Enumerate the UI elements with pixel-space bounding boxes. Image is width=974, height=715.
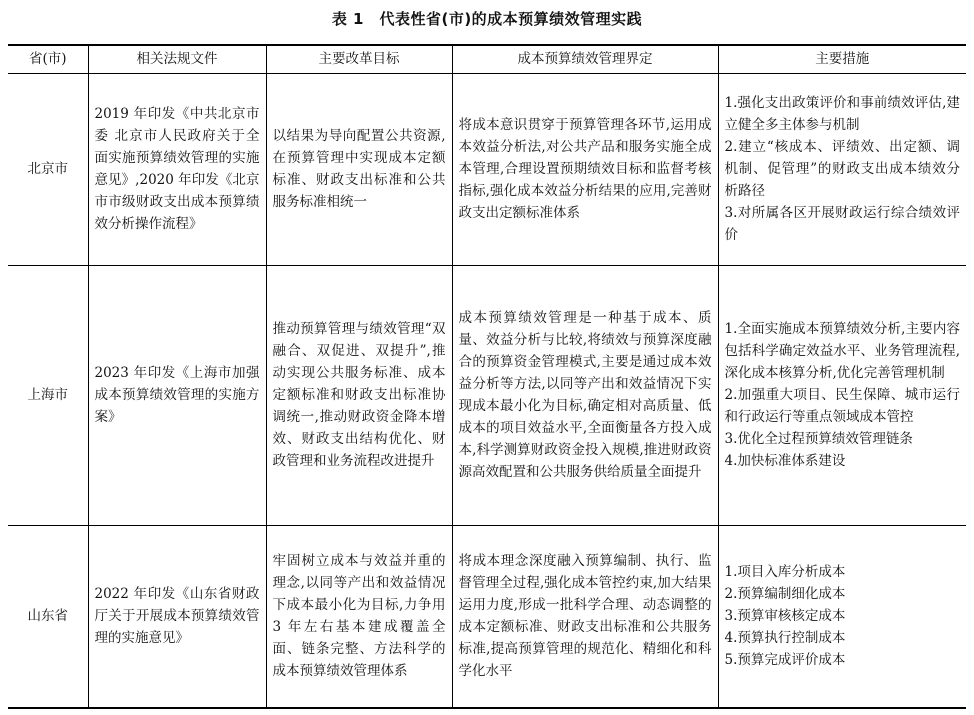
practice-table bbox=[8, 44, 966, 709]
cell-goals: 以结果为导向配置公共资源,在预算管理中实现成本定额标准、财政支出标准和公共服务标准相统一 bbox=[266, 73, 452, 265]
cell-documents: 2022 年印发《山东省财政厅关于开展成本预算绩效管理的实施意见》 bbox=[88, 525, 266, 708]
measure-item: 2.预算编制细化成本 bbox=[724, 586, 846, 603]
table-row-shandong bbox=[8, 525, 966, 708]
cell-province: 北京市 bbox=[8, 73, 88, 265]
cell-measures bbox=[718, 265, 966, 525]
cell-documents: 2023 年印发《上海市加强成本预算绩效管理的实施方案》 bbox=[88, 265, 266, 525]
table-row-shanghai bbox=[8, 265, 966, 525]
table-header-row bbox=[8, 45, 966, 73]
header-definition: 成本预算绩效管理界定 bbox=[452, 45, 718, 73]
cell-definition: 将成本理念深度融入预算编制、执行、监督管理全过程,强化成本管控约束,加大结果运用力度,形成一批科学合理、动态调整的成本定额标准、财政支出标准和公共服务标准,提高预算管理的规范化、精细化和科学化水平 bbox=[452, 525, 718, 708]
measure-item: 3.预算审核核定成本 bbox=[724, 608, 846, 625]
table-caption: 表 1 代表性省(市)的成本预算绩效管理实践 bbox=[331, 10, 643, 28]
header-goals: 主要改革目标 bbox=[266, 45, 452, 73]
measure-item: 5.预算完成评价成本 bbox=[724, 652, 846, 669]
cell-goals: 推动预算管理与绩效管理“双融合、双促进、双提升”,推动实现公共服务标准、成本定额标准和财政支出标准协调统一,推动财政资金降本增效、财政支出结构优化、财政管理和业务流程改进提升 bbox=[266, 265, 452, 525]
measure-item: 1.全面实施成本预算绩效分析,主要内容包括科学确定效益水平、业务管理流程,深化成本核算分析,优化完善管理机制 bbox=[724, 321, 960, 381]
measure-item: 4.预算执行控制成本 bbox=[724, 630, 846, 647]
measure-item: 3.优化全过程预算绩效管理链条 bbox=[724, 431, 913, 447]
cell-province: 上海市 bbox=[8, 265, 88, 525]
cell-measures bbox=[718, 525, 966, 708]
measure-item: 2.加强重大项目、民生保障、城市运行和行政运行等重点领域成本管控 bbox=[724, 387, 960, 425]
table-row-beijing bbox=[8, 73, 966, 265]
measure-item: 1.强化支出政策评价和事前绩效评估,建立健全多主体参与机制 bbox=[724, 95, 960, 133]
header-documents: 相关法规文件 bbox=[88, 45, 266, 73]
cell-definition: 成本预算绩效管理是一种基于成本、质量、效益分析与比较,将绩效与预算深度融合的预算资金管理模式,主要是通过成本效益分析等方法,以同等产出和效益情况下实现成本最小化为目标,确定相对高质量、低成本的项目效益水平,全面衡量各方投入成本,科学测算财政资金投入规模,推进财政资源高效配置和公共服务供给质量全面提升 bbox=[452, 265, 718, 525]
cell-goals: 牢固树立成本与效益并重的理念,以同等产出和效益情况下成本最小化为目标,力争用 3 年左右基本建成覆盖全面、链条完整、方法科学的成本预算绩效管理体系 bbox=[266, 525, 452, 708]
measure-item: 2.建立“核成本、评绩效、出定额、调机制、促管理”的财政支出成本绩效分析路径 bbox=[724, 139, 960, 199]
cell-documents: 2019 年印发《中共北京市委 北京市人民政府关于全面实施预算绩效管理的实施意见》,2020 年印发《北京市市级财政支出成本预算绩效分析操作流程》 bbox=[88, 73, 266, 265]
header-measures: 主要措施 bbox=[718, 45, 966, 73]
measure-item: 4.加快标准体系建设 bbox=[724, 453, 846, 469]
cell-province: 山东省 bbox=[8, 525, 88, 708]
cell-measures bbox=[718, 73, 966, 265]
measure-item: 3.对所属各区开展财政运行综合绩效评价 bbox=[724, 205, 960, 243]
header-province: 省(市) bbox=[8, 45, 88, 73]
cell-definition: 将成本意识贯穿于预算管理各环节,运用成本效益分析法,对公共产品和服务实施全成本管理,合理设置预期绩效目标和监督考核指标,强化成本效益分析结果的应用,完善财政支出定额标准体系 bbox=[452, 73, 718, 265]
measure-item: 1.项目入库分析成本 bbox=[724, 564, 846, 581]
